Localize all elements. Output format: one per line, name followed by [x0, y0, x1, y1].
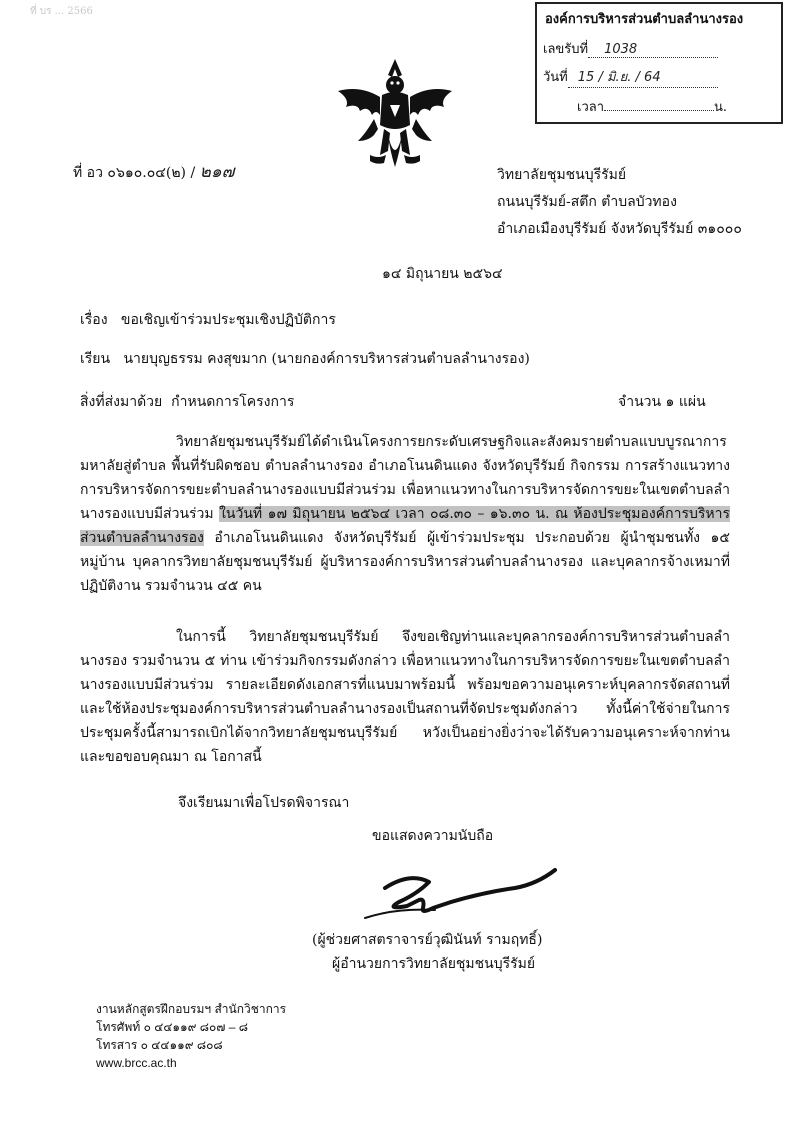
footer-department: งานหลักสูตรฝึกอบรมฯ สำนักวิชาการ [96, 1002, 287, 1016]
stamp-date-label: วันที่ [543, 70, 568, 85]
enclosure-text: กำหนดการโครงการ [171, 394, 295, 410]
document-date: ๑๔ มิถุนายน ๒๕๖๔ [382, 266, 503, 282]
stamp-date-row [543, 66, 718, 88]
stamp-date-value-field [568, 66, 718, 88]
footer-website: www.brcc.ac.th [96, 1056, 177, 1070]
enclosure-label: สิ่งที่ส่งมาด้วย [80, 394, 163, 410]
faint-header-text: ที่ บร ... 2566 [30, 6, 93, 17]
recipient-line [80, 349, 530, 369]
subject-line [80, 310, 336, 330]
stamp-receive-row [543, 38, 718, 59]
subject-text: ขอเชิญเข้าร่วมประชุมเชิงปฏิบัติการ [120, 312, 336, 328]
regards-text: ขอแสดงความนับถือ [372, 828, 494, 844]
stamp-time-field [604, 110, 714, 111]
sender-address-line2: อำเภอเมืองบุรีรัมย์ จังหวัดบุรีรัมย์ ๓๑๐๐๐ [497, 221, 742, 237]
garuda-emblem-icon [330, 55, 460, 180]
body-paragraph-2: ในการนี้ วิทยาลัยชุมชนบุรีรัมย์ จึงขอเชิญท่านและบุคลากรองค์การบริหารส่วนตำบลลำนางรอง รวมจำนวน ๕ ท่าน เข้าร่วมกิจกรรมดังกล่าว เพื่อหาแนวทางในการบริหารจัดการขยะในเขตตำบลลำนางรองแบบมีส่วนร่วม รายละเอียดดังเอกสารที่แนบมาพร้อมนี้ พร้อมขอความอนุเคราะห์บุคลากรจัดสถานที่และใช้ห้องประชุมองค์การบริหารส่วนตำบลลำนางรองเป็นสถานที่จัดประชุมดังกล่าว ทั้งนี้ค่าใช้จ่ายในการประชุมครั้งนี้สามารถเบิกได้จากวิทยาลัยชุมชนบุรีรัมย์ หวังเป็นอย่างยิ่งว่าจะได้รับความอนุเคราะห์จากท่าน และขอขอบคุณมา ณ โอกาสนี้ [80, 629, 730, 765]
stamp-time-label: เวลา [577, 100, 605, 115]
stamp-org: องค์การบริหารส่วนตำบลลำนางรอง [545, 12, 744, 27]
subject-label: เรื่อง [80, 312, 108, 328]
stamp-receive-label: เลขรับที่ [543, 42, 589, 57]
stamp-date-value: 15 / มิ.ย. / 64 [577, 70, 661, 85]
stamp-time-suffix: น. [714, 100, 728, 115]
sender-address-line1: ถนนบุรีรัมย์-สตึก ตำบลบัวทอง [497, 194, 677, 210]
recipient-text: นายบุญธรรม คงสุขมาก (นายกองค์การบริหารส่วนตำบลลำนางรอง) [123, 351, 530, 367]
paragraph-1-text: วิทยาลัยชุมชนบุรีรัมย์ได้ดำเนินโครงการยกระดับเศรษฐกิจและสังคมรายตำบลแบบบูรณาการ มหาลัยสู่ตำบล พื้นที่รับผิดชอบ ตำบลลำนางรอง อำเภอโนนดินแดง จังหวัดบุรีรัมย์ กิจกรรม การสร้างแนวทางการบริหารจัดการขยะตำบลลำนางรองแบบมีส่วนร่วม เพื่อหาแนวทางในการบริหารจัดการขยะในเขตตำบลลำนางรองแบบมีส่วนร่วม [80, 434, 730, 522]
sender-name: วิทยาลัยชุมชนบุรีรัมย์ [497, 167, 627, 183]
recipient-label: เรียน [80, 351, 111, 367]
reference-number-label: ที่ อว ๐๖๑๐.๐๔(๒) / [73, 165, 196, 181]
body-paragraph-1 [80, 430, 730, 598]
footer-fax: โทรสาร ๐ ๔๔๑๑๙ ๘๐๘ [96, 1038, 223, 1052]
stamp-receive-value-field [588, 42, 718, 58]
stamp-time-row [577, 96, 727, 117]
signer-name: (ผู้ช่วยศาสตราจารย์วุฒินันท์ รามฤทธิ์) [312, 932, 543, 948]
paragraph-1-highlight: ในวันที่ ๑๗ มิถุนายน ๒๕๖๔ เวลา ๐๘.๓๐ – ๑๖.๓๐ น. ณ ห้องประชุมองค์การบริหารส่วนตำบลลำนางรอง [80, 506, 731, 546]
footer-contact [96, 1000, 286, 1072]
stamp-receive-value: 1038 [604, 42, 638, 57]
signer-title: ผู้อำนวยการวิทยาลัยชุมชนบุรีรัมย์ [332, 956, 536, 972]
footer-phone: โทรศัพท์ ๐ ๔๔๑๑๙ ๘๐๗ – ๘ [96, 1020, 248, 1034]
paragraph-1-text-cont: อำเภอโนนดินแดง จังหวัดบุรีรัมย์ ผู้เข้าร่วมประชุม ประกอบด้วย ผู้นำชุมชนทั้ง ๑๕ หมู่บ้าน บุคลากรวิทยาลัยชุมชนบุรีรัมย์ ผู้บริหารองค์การบริหารส่วนตำบลลำนางรอง และบุคลากรจ้างเหมาที่ปฏิบัติงาน รวมจำนวน ๔๕ คน [80, 530, 730, 594]
reference-number-handwritten: ๒๑๗ [199, 162, 235, 182]
receive-stamp [535, 2, 783, 124]
enclosure-line [80, 392, 294, 412]
enclosure-count: จำนวน ๑ แผ่น [618, 394, 706, 410]
reference-number [73, 162, 234, 183]
closing-text: จึงเรียนมาเพื่อโปรดพิจารณา [178, 795, 350, 811]
handwritten-signature [355, 858, 565, 928]
